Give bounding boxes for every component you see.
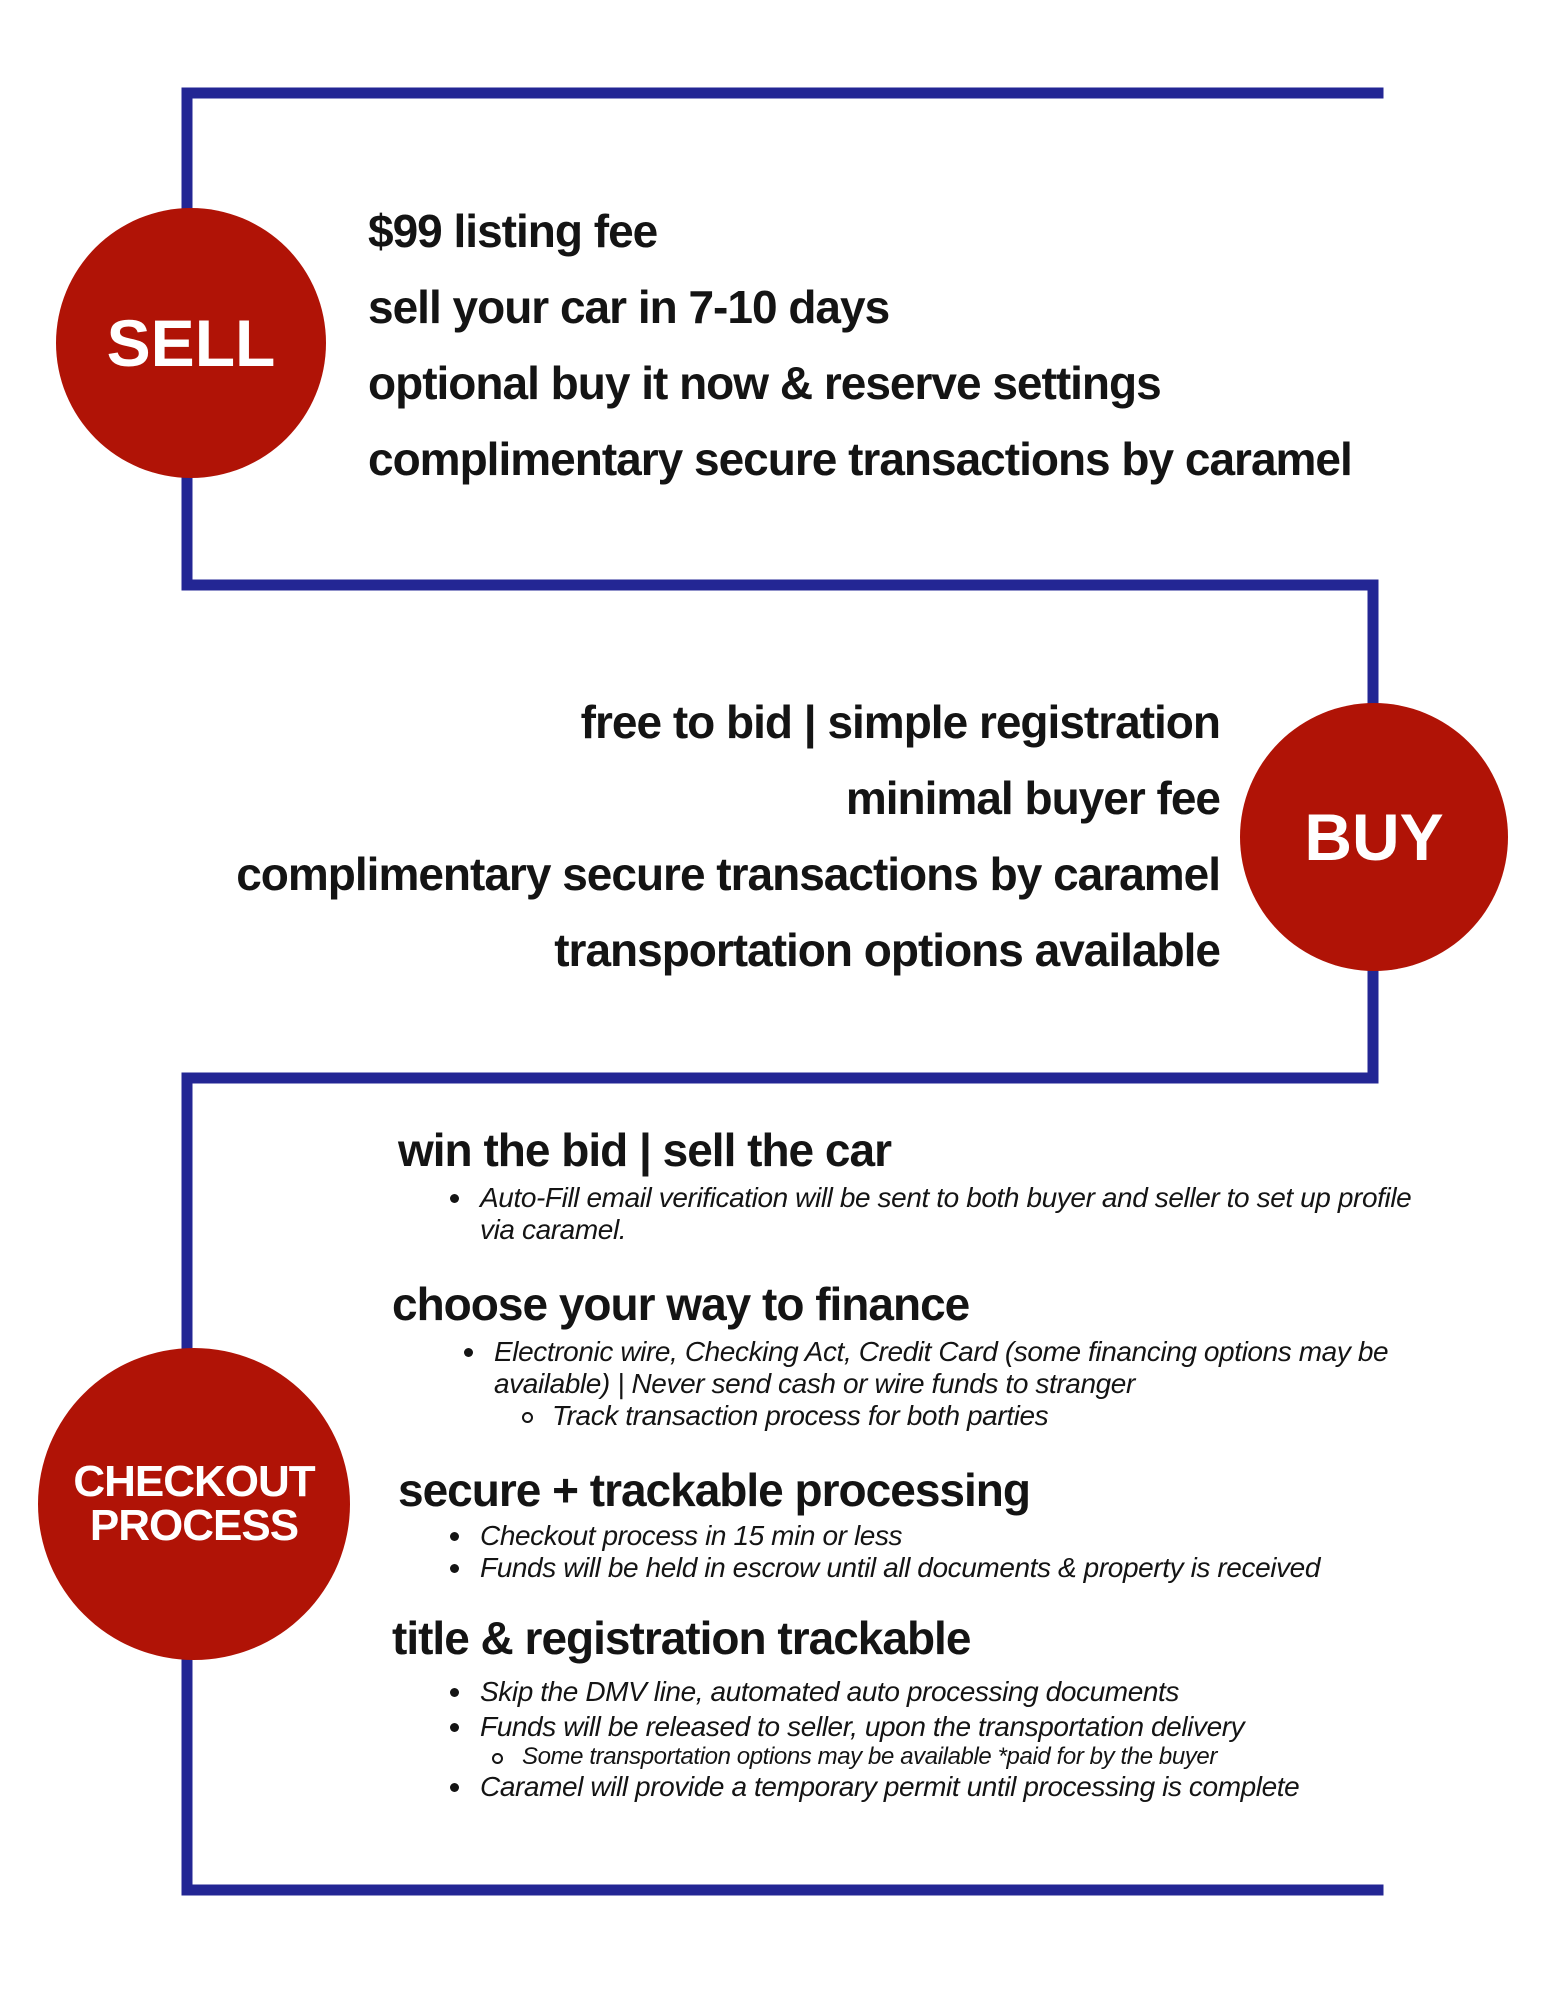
section-heading: choose your way to finance [392,1278,970,1330]
buy-feature-transportation: transportation options available [554,924,1220,976]
checkout-badge [38,1348,350,1660]
buy-badge-label: BUY [1304,800,1444,874]
sell-feature-days: sell your car in 7-10 days [368,281,890,333]
list-item: Electronic wire, Checking Act, Credit Card (some financing options may be available) | Never send cash or wire funds to stranger [494,1336,1424,1400]
buy-badge [1240,703,1508,971]
checkout-section-secure [398,1462,1420,1584]
list-item: Funds will be held in escrow until all documents & property is received [480,1552,1430,1584]
checkout-section-win-bid [398,1122,1420,1246]
buy-feature-free-to-bid: free to bid | simple registration [580,696,1220,748]
section-heading: title & registration trackable [392,1612,971,1664]
checkout-badge-line1: CHECKOUT [73,1457,315,1506]
buy-feature-buyer-fee: minimal buyer fee [845,772,1220,824]
list-item: Checkout process in 15 min or less [480,1520,1430,1552]
sell-feature-buy-it-now: optional buy it now & reserve settings [368,357,1161,409]
sell-badge-label: SELL [106,306,276,380]
sub-list-item: Track transaction process for both parties [552,1400,1420,1432]
list-item: Funds will be released to seller, upon the transportation delivery [480,1711,1430,1743]
sell-feature-secure-transactions: complimentary secure transactions by caramel [368,433,1352,485]
list-item: Caramel will provide a temporary permit until processing is complete [480,1771,1430,1803]
list-item: Auto-Fill email verification will be sent to both buyer and seller to set up profile via caramel. [480,1182,1430,1246]
buy-features [236,684,1220,988]
list-item: Skip the DMV line, automated auto processing documents [480,1676,1430,1708]
sell-feature-listing-fee: $99 listing fee [368,205,658,257]
section-heading: secure + trackable processing [398,1464,1030,1516]
sell-features [368,193,1352,497]
checkout-badge-line2: PROCESS [89,1501,299,1550]
checkout-section-title-registration [392,1610,1420,1803]
checkout-section-finance [392,1276,1420,1432]
checkout-steps [380,1122,1420,1803]
sell-badge [56,208,326,478]
buy-feature-secure-transactions: complimentary secure transactions by caramel [236,848,1220,900]
sub-list-item: Some transportation options may be available *paid for by the buyer [522,1743,1420,1771]
section-heading: win the bid | sell the car [398,1124,891,1176]
